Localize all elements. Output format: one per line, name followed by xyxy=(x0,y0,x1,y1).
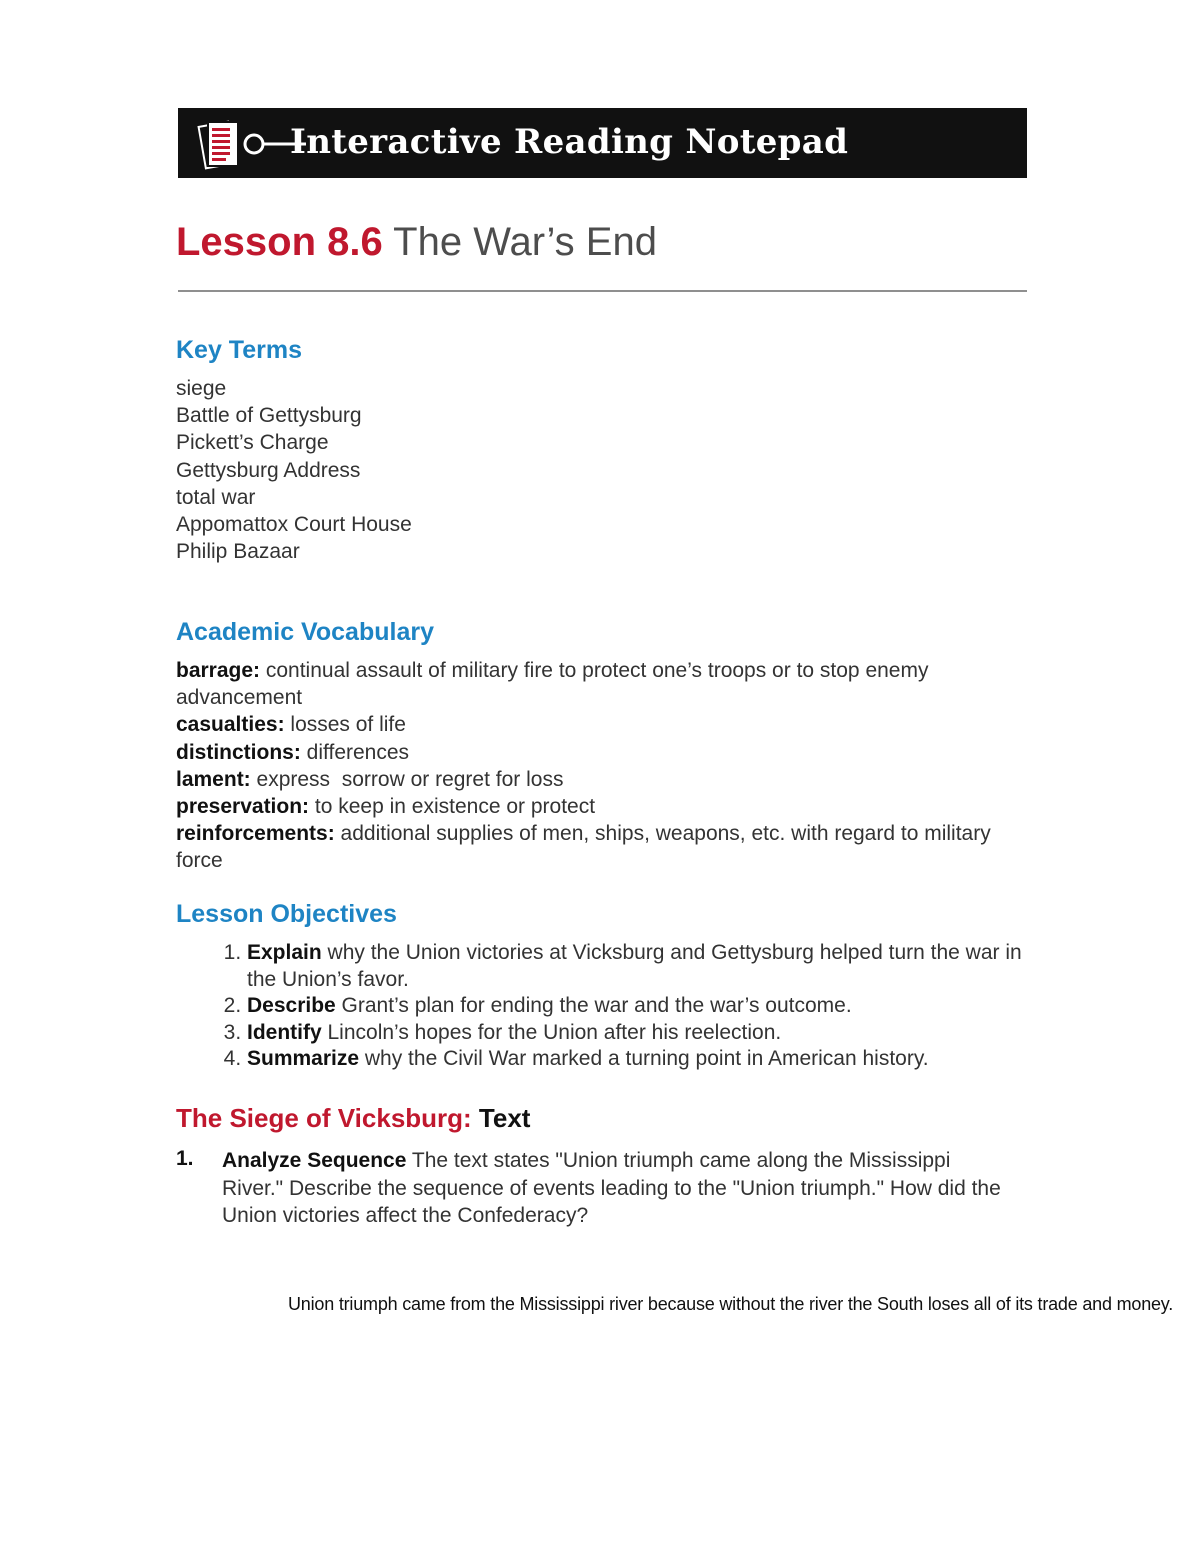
vocabulary-item xyxy=(176,793,1036,820)
key-term-item: Pickett’s Charge xyxy=(176,431,329,455)
vocabulary-item xyxy=(176,766,1036,793)
objective-text: Lincoln’s hopes for the Union after his reelection. xyxy=(321,1020,782,1044)
objective-text: why the Civil War marked a turning point in American history. xyxy=(359,1047,929,1071)
vocabulary-definition: additional supplies of men, ships, weapons, etc. with regard to military force xyxy=(176,822,991,873)
objective-verb: Summarize xyxy=(247,1047,360,1071)
question-label: Analyze Sequence xyxy=(222,1149,407,1172)
vocabulary-term: lament: xyxy=(176,767,251,791)
section-heading xyxy=(176,1103,530,1134)
lesson-objectives-heading: Lesson Objectives xyxy=(176,900,397,928)
header-title: Interactive Reading Notepad xyxy=(290,122,849,162)
vocabulary-item xyxy=(176,657,1036,711)
key-term-item: total war xyxy=(176,485,256,509)
key-term-item: Gettysburg Address xyxy=(176,458,361,482)
vocabulary-definition: express sorrow or regret for loss xyxy=(250,767,564,791)
lesson-name: The War’s End xyxy=(393,220,657,264)
lesson-title xyxy=(176,220,657,265)
academic-vocabulary-heading: Academic Vocabulary xyxy=(176,618,434,646)
objective-item xyxy=(247,1046,1037,1073)
objective-verb: Identify xyxy=(247,1020,322,1044)
key-terms-heading: Key Terms xyxy=(176,336,302,364)
vocabulary-item xyxy=(176,711,1036,738)
section-heading-red: The Siege of Vicksburg: xyxy=(176,1103,472,1133)
key-term-item: siege xyxy=(176,377,227,400)
objective-verb: Describe xyxy=(247,994,336,1018)
key-term-item: Battle of Gettysburg xyxy=(176,404,362,428)
vocabulary-item xyxy=(176,739,1036,766)
vocabulary-term: casualties: xyxy=(176,713,285,737)
vocabulary-term: reinforcements: xyxy=(176,822,335,846)
question-body: The text states "Union triumph came along the Mississippi River." Describe the sequence of events leading to the "Union triumph." How did the Union victories affect the Confederacy? xyxy=(222,1149,1001,1228)
answer-text[interactable]: Union triumph came from the Mississippi river because without the river the South loses all of its trade and money. xyxy=(288,1294,1174,1314)
objective-item xyxy=(247,1020,1037,1047)
title-divider xyxy=(178,290,1027,292)
lesson-number: Lesson 8.6 xyxy=(176,220,383,264)
key-term-item: Appomattox Court House xyxy=(176,513,412,537)
objective-item xyxy=(247,940,1037,993)
section-heading-black: Text xyxy=(471,1103,531,1133)
vocabulary-term: preservation: xyxy=(176,795,310,819)
question-number: 1. xyxy=(176,1147,194,1170)
vocabulary-item xyxy=(176,820,1036,874)
key-terms-list xyxy=(176,375,412,565)
vocabulary-definition: to keep in existence or protect xyxy=(309,795,596,819)
question-text xyxy=(222,1147,1012,1230)
vocabulary-term: distinctions: xyxy=(176,740,301,764)
objective-text: Grant’s plan for ending the war and the war’s outcome. xyxy=(335,994,852,1018)
key-term-item: Philip Bazaar xyxy=(176,540,300,564)
vocabulary-definition: continual assault of military fire to protect one’s troops or to stop enemy advancement xyxy=(176,659,929,710)
vocabulary-definition: differences xyxy=(300,740,410,764)
objective-item xyxy=(247,993,1037,1020)
vocabulary-list xyxy=(176,657,1036,875)
objectives-list xyxy=(176,940,1037,1073)
vocabulary-definition: losses of life xyxy=(284,713,406,737)
objective-verb: Explain xyxy=(247,941,322,964)
header-banner xyxy=(178,108,1027,178)
vocabulary-term: barrage: xyxy=(176,659,261,682)
objective-text: why the Union victories at Vicksburg and Gettysburg helped turn the war in the Union’s favor. xyxy=(247,941,1022,991)
